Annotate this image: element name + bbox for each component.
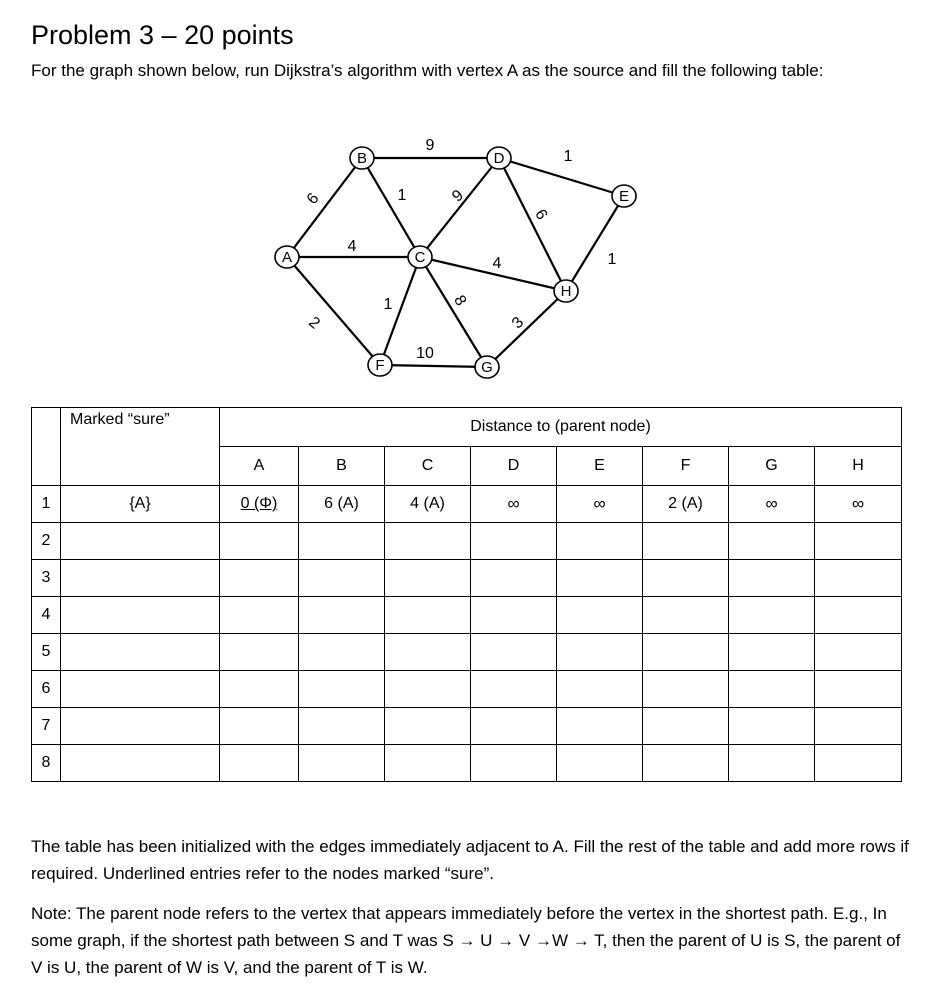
- node-label-g: G: [481, 359, 493, 376]
- node-label-e: E: [618, 188, 630, 205]
- graph-diagram: [0, 0, 936, 400]
- dist-cell-d[interactable]: ∞: [471, 486, 557, 523]
- dist-cell[interactable]: [471, 634, 557, 671]
- col-header-c: C: [385, 447, 471, 486]
- dist-cell[interactable]: [815, 745, 902, 782]
- row-number: 3: [32, 560, 61, 597]
- node-label-d: D: [493, 150, 505, 167]
- table-row: [32, 486, 902, 523]
- row-number-header: [32, 408, 61, 486]
- dist-cell[interactable]: [557, 597, 643, 634]
- instructions-text: The table has been initialized with the edges immediately adjacent to A. Fill the rest of the table and add more rows if required. Underlined entries refer to the nodes marked “sure”.: [31, 837, 909, 883]
- weight-c-d: 9: [449, 186, 467, 206]
- node-label-f: F: [375, 357, 385, 374]
- edge-b-c: [362, 158, 420, 257]
- row-number: 2: [32, 523, 61, 560]
- dist-cell[interactable]: [299, 597, 385, 634]
- col-header-e: E: [557, 447, 643, 486]
- sure-cell[interactable]: [61, 745, 220, 782]
- table-row: [32, 708, 902, 745]
- sure-cell[interactable]: [61, 597, 220, 634]
- weight-a-c: 4: [347, 238, 357, 255]
- weight-b-d: 9: [425, 137, 435, 154]
- dist-cell[interactable]: [815, 708, 902, 745]
- edge-d-e: [499, 158, 624, 196]
- dist-cell-a[interactable]: 0 (Φ): [220, 486, 299, 523]
- node-label-a: A: [281, 249, 293, 266]
- weight-d-e: 1: [563, 148, 573, 165]
- dist-cell[interactable]: [729, 708, 815, 745]
- dist-cell[interactable]: [299, 745, 385, 782]
- edge-f-g: [380, 365, 487, 367]
- weight-e-h: 1: [607, 251, 617, 268]
- dist-cell[interactable]: [643, 671, 729, 708]
- weight-c-f: 1: [383, 296, 393, 313]
- dist-cell[interactable]: [815, 560, 902, 597]
- distance-header: Distance to (parent node): [220, 408, 902, 447]
- dist-cell[interactable]: [557, 523, 643, 560]
- row-number: 8: [32, 745, 61, 782]
- node-label-b: B: [356, 150, 368, 167]
- dist-cell[interactable]: [815, 671, 902, 708]
- dist-cell[interactable]: [385, 634, 471, 671]
- sure-cell[interactable]: [61, 560, 220, 597]
- note-text: Note: The parent node refers to the vertex that appears immediately before the vertex in the shortest path. E.g., In some graph, if the shortest path between S and T was S → U → V →W → T, then the parent of U is S, the parent of V is U, the parent of W is V, and the parent of T is W.: [31, 904, 901, 977]
- sure-cell[interactable]: [61, 523, 220, 560]
- dist-cell[interactable]: [220, 597, 299, 634]
- dist-cell[interactable]: [471, 708, 557, 745]
- row-number: 5: [32, 634, 61, 671]
- dist-cell[interactable]: [471, 745, 557, 782]
- dist-cell[interactable]: [299, 523, 385, 560]
- dist-cell[interactable]: [220, 560, 299, 597]
- page-title: Problem 3 – 20 points: [31, 20, 294, 50]
- dist-cell[interactable]: [385, 523, 471, 560]
- weight-g-h: 3: [508, 313, 528, 333]
- row-number: 7: [32, 708, 61, 745]
- dist-cell[interactable]: [471, 671, 557, 708]
- dist-cell[interactable]: [815, 523, 902, 560]
- dist-cell-e[interactable]: ∞: [557, 486, 643, 523]
- node-label-c: C: [414, 249, 426, 266]
- dist-cell[interactable]: [220, 634, 299, 671]
- col-header-g: G: [729, 447, 815, 486]
- dist-cell-b[interactable]: 6 (A): [299, 486, 385, 523]
- dist-cell[interactable]: [385, 745, 471, 782]
- table-row: [32, 560, 902, 597]
- col-header-b: B: [299, 447, 385, 486]
- edge-g-h: [487, 291, 566, 367]
- marked-sure-header: Marked “sure”: [61, 408, 220, 486]
- col-header-a: A: [220, 447, 299, 486]
- table-row: [32, 597, 902, 634]
- node-label-h: H: [560, 283, 572, 300]
- dijkstra-table: [31, 407, 902, 782]
- dist-cell[interactable]: [815, 634, 902, 671]
- table-row: [32, 671, 902, 708]
- dist-cell[interactable]: [299, 634, 385, 671]
- dist-cell[interactable]: [729, 671, 815, 708]
- dist-cell-f[interactable]: 2 (A): [643, 486, 729, 523]
- dist-cell[interactable]: [220, 671, 299, 708]
- dist-cell[interactable]: [557, 671, 643, 708]
- dist-cell[interactable]: [729, 523, 815, 560]
- table-row: [32, 745, 902, 782]
- sure-cell[interactable]: [61, 708, 220, 745]
- dist-cell[interactable]: [643, 634, 729, 671]
- weight-c-g: 8: [450, 292, 470, 309]
- col-header-d: D: [471, 447, 557, 486]
- weight-b-c: 1: [397, 187, 407, 204]
- dist-cell-h[interactable]: ∞: [815, 486, 902, 523]
- dist-cell[interactable]: [643, 560, 729, 597]
- dist-cell[interactable]: [385, 597, 471, 634]
- dist-cell-c[interactable]: 4 (A): [385, 486, 471, 523]
- dist-cell[interactable]: [557, 634, 643, 671]
- sure-cell[interactable]: [61, 671, 220, 708]
- dist-cell[interactable]: [729, 634, 815, 671]
- dist-cell[interactable]: [557, 708, 643, 745]
- table-row: [32, 634, 902, 671]
- row-number: 6: [32, 671, 61, 708]
- weight-a-b: 6: [303, 190, 323, 208]
- dist-cell[interactable]: [729, 745, 815, 782]
- dist-cell[interactable]: [299, 560, 385, 597]
- row-number: 1: [32, 486, 61, 523]
- dist-cell[interactable]: [385, 560, 471, 597]
- weight-f-g: 10: [416, 345, 434, 362]
- dist-cell[interactable]: [471, 560, 557, 597]
- problem-intro: For the graph shown below, run Dijkstra’s algorithm with vertex A as the source and fill the following table:: [31, 61, 824, 80]
- dist-cell-g[interactable]: ∞: [729, 486, 815, 523]
- dist-cell[interactable]: [220, 523, 299, 560]
- dist-cell[interactable]: [643, 745, 729, 782]
- edge-e-h: [566, 196, 624, 291]
- sure-cell[interactable]: [61, 634, 220, 671]
- sure-cell[interactable]: {A}: [61, 486, 220, 523]
- dist-cell[interactable]: [557, 745, 643, 782]
- dist-cell[interactable]: [471, 523, 557, 560]
- dist-cell[interactable]: [643, 708, 729, 745]
- dist-cell[interactable]: [815, 597, 902, 634]
- weight-d-h: 6: [531, 206, 551, 223]
- dist-cell[interactable]: [299, 708, 385, 745]
- dist-cell[interactable]: [471, 597, 557, 634]
- dist-cell[interactable]: [643, 597, 729, 634]
- edge-d-h: [499, 158, 566, 291]
- dist-cell[interactable]: [299, 671, 385, 708]
- col-header-f: F: [643, 447, 729, 486]
- dist-cell[interactable]: [220, 708, 299, 745]
- edge-c-d: [420, 158, 499, 257]
- dist-cell[interactable]: [385, 708, 471, 745]
- weight-c-h: 4: [492, 255, 502, 272]
- table-row: [32, 523, 902, 560]
- dist-cell[interactable]: [220, 745, 299, 782]
- col-header-h: H: [815, 447, 902, 486]
- dist-cell[interactable]: [557, 560, 643, 597]
- edge-a-f: [287, 257, 380, 365]
- dist-cell[interactable]: [729, 560, 815, 597]
- dist-cell[interactable]: [385, 671, 471, 708]
- row-number: 4: [32, 597, 61, 634]
- dist-cell[interactable]: [643, 523, 729, 560]
- weight-a-f: 2: [305, 313, 323, 333]
- dist-cell[interactable]: [729, 597, 815, 634]
